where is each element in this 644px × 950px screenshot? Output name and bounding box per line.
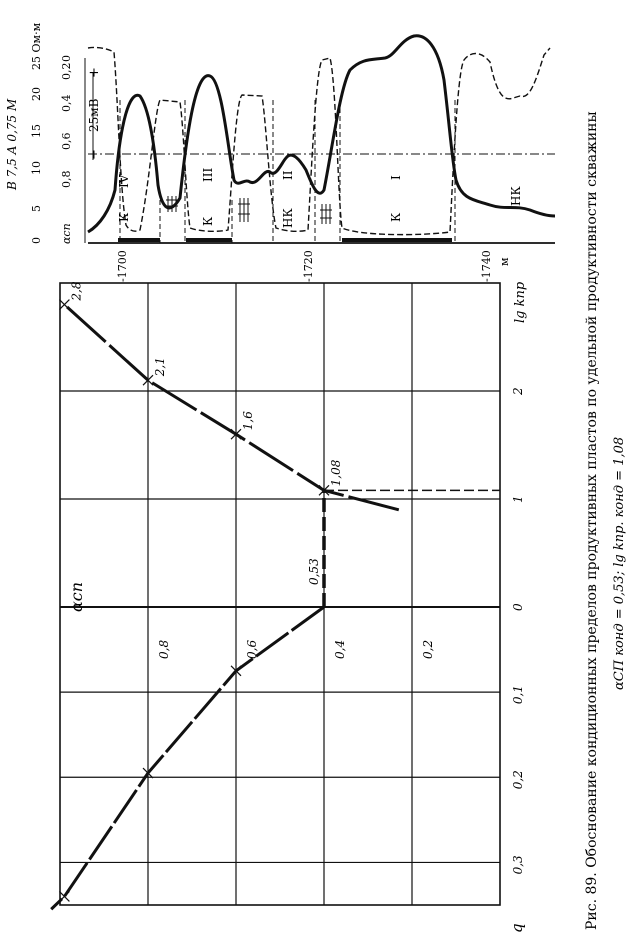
cutoff-alpha-label: 0,53	[307, 558, 321, 585]
x-tick-label: 0,4	[333, 639, 347, 659]
layer-iii-code: К	[201, 216, 215, 226]
res-tick-25: 25 Ом·м	[30, 22, 43, 70]
sp-minus: −	[87, 149, 102, 160]
alpha-tick-06: 0,6	[60, 132, 73, 150]
hatched-intervals	[166, 196, 332, 224]
res-tick-10: 10	[30, 161, 43, 175]
alpha-scale-label: αсп	[60, 223, 73, 244]
q-tick-label: 0,3	[511, 855, 525, 875]
alpha-tick-0: 0	[60, 55, 73, 62]
resistivity-curve	[88, 36, 555, 232]
alpha-tick-04: 0,4	[60, 94, 73, 112]
depth-unit: м	[498, 257, 511, 266]
sp-plus: +	[87, 67, 102, 78]
series-lgk-line	[64, 305, 398, 510]
chart-marks	[51, 281, 500, 909]
series-q-point	[59, 891, 69, 901]
log-top-label: В 7,5 А 0,75 М	[5, 98, 19, 190]
lgk-point-label: 2,8	[69, 281, 84, 301]
layer-labels	[117, 168, 523, 228]
layer-i-roman: I	[389, 175, 403, 180]
x-tick-label: 0,2	[421, 639, 435, 659]
x-tick-label: 0,8	[157, 639, 171, 659]
caption-line1: Рис. 89. Обоснование кондиционных пределов продуктивных пластов по удельной продуктивности скважины	[584, 111, 600, 930]
layer-ii-code: НК	[281, 208, 295, 228]
depth-1740: -1740	[480, 250, 493, 282]
lgk-tick-label: 1	[511, 495, 525, 503]
res-tick-5: 5	[30, 205, 43, 212]
alpha-scale	[60, 55, 73, 244]
sp-scale: 25мВ	[87, 98, 101, 132]
main-chart	[51, 281, 528, 933]
series-lgk-point	[59, 300, 69, 310]
lgk-point-label: 1,08	[329, 459, 343, 487]
layer-iii-roman: III	[201, 167, 215, 182]
lgk-tick-label: 2	[511, 387, 525, 395]
x-axis-label: αсп	[67, 581, 86, 612]
layer-ii-roman: II	[281, 170, 295, 180]
nk-right-label: НК	[509, 186, 523, 206]
lgk-point-label: 1,6	[241, 411, 255, 431]
res-tick-0: 0	[30, 237, 43, 244]
layer-iv-roman: IV	[117, 174, 131, 188]
caption-line2: αСП конд = 0,53; lg kпр. конд = 1,08	[612, 436, 627, 690]
alpha-tick-02: 0,2	[60, 62, 73, 80]
lgk-point-label: 2,1	[153, 357, 167, 377]
x-tick-label: 0,6	[245, 639, 259, 659]
q-tick-label: 0,2	[511, 770, 525, 790]
series-q-line	[51, 607, 324, 909]
layer-iv-code: К	[117, 212, 131, 222]
alpha-tick-08: 0,8	[60, 170, 73, 188]
depth-marks	[116, 250, 511, 282]
q-tick-label: 0,1	[511, 685, 525, 705]
resistivity-scale	[30, 22, 43, 244]
sp-curve	[88, 47, 550, 234]
depth-1720: -1720	[302, 250, 315, 282]
figure-caption	[584, 111, 627, 930]
sp-scale-legend	[87, 67, 102, 160]
well-log-panel	[5, 22, 555, 282]
res-tick-20: 20	[30, 87, 43, 101]
q-axis-label: q	[508, 923, 526, 933]
depth-1700: -1700	[116, 250, 129, 282]
layer-i-code: К	[389, 212, 403, 222]
lgk-tick-label: 0	[511, 603, 525, 611]
lgk-axis-label: lg kпр	[513, 281, 528, 323]
res-tick-15: 15	[30, 124, 43, 138]
chart-grid	[60, 283, 500, 905]
